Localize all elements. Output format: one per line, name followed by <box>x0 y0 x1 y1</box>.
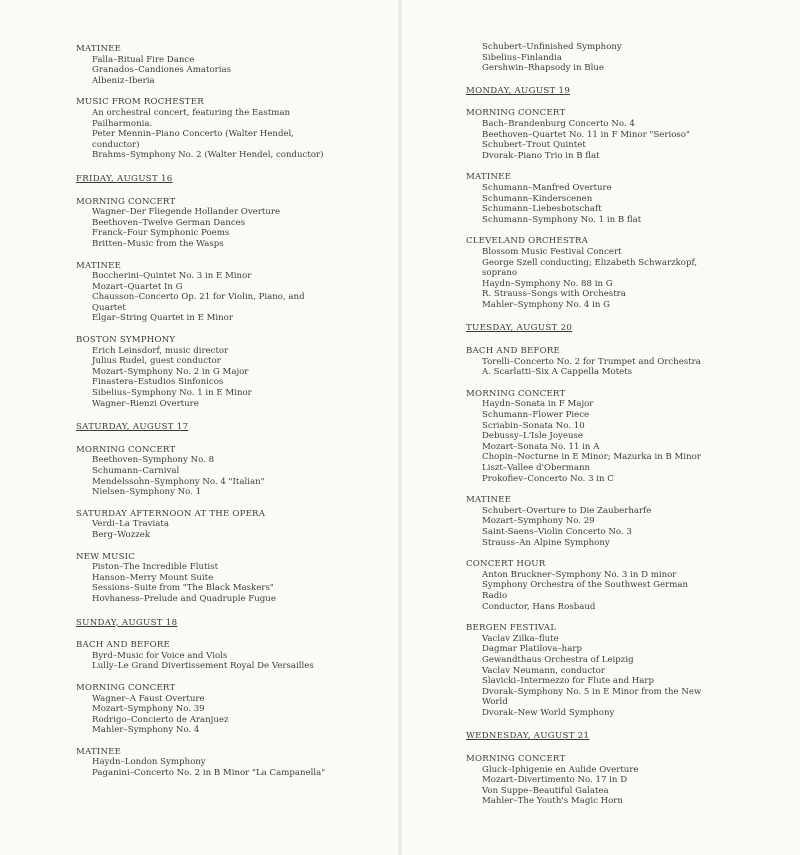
section-heading: MORNING CONCERT <box>466 388 566 399</box>
program-item: Mozart–Quartet In G <box>92 281 183 292</box>
program-section <box>466 559 712 612</box>
program-item: Anton Bruckner–Symphony No. 3 in D minor <box>482 569 677 580</box>
program-item: Gluck–Iphigenie en Aulide Overture <box>482 764 639 775</box>
program-item: Beethoven–Quartet No. 11 in F Minor "Serioso" <box>482 129 690 140</box>
program-section <box>76 552 326 605</box>
program-item: Bach–Brandenburg Concerto No. 4 <box>482 118 635 129</box>
program-item: Mahler–The Youth's Magic Horn <box>482 796 623 807</box>
program-item: Dagmar Platilova–harp <box>482 644 582 655</box>
section-heading: MORNING CONCERT <box>76 682 176 693</box>
program-item: Boccherini–Quintet No. 3 in E Minor <box>92 271 252 282</box>
program-item: Haydn–Sonata in F Major <box>482 399 594 410</box>
program-item: Lully–Le Grand Divertissement Royal De Versailles <box>92 661 314 672</box>
section-heading: SATURDAY AFTERNOON AT THE OPERA <box>76 508 266 519</box>
program-item: R. Strauss–Songs with Orchestra <box>482 289 626 300</box>
program-section <box>76 261 326 325</box>
program-item: Verdi–La Traviata <box>92 519 169 530</box>
program-item: An orchestral concert, featuring the Eastman Pailharmonia. <box>92 107 291 129</box>
day-heading-sunday-august-18: SUNDAY, AUGUST 18 <box>76 617 178 628</box>
program-item: Vaclav Neumann, conductor <box>482 665 605 676</box>
day-heading-saturday-august-17: SATURDAY, AUGUST 17 <box>76 422 189 433</box>
day-heading-monday-august-19: MONDAY, AUGUST 19 <box>466 85 571 96</box>
section-heading: CLEVELAND ORCHESTRA <box>466 236 589 247</box>
section-heading: MUSIC FROM ROCHESTER <box>76 97 204 108</box>
program-section <box>76 44 326 86</box>
program-item: Albeniz–Iberia <box>92 75 155 86</box>
program-item: Schumann–Carnival <box>92 466 180 476</box>
program-item: Mahler–Symphony No. 4 in G <box>482 299 611 310</box>
day-heading-tuesday-august-20: TUESDAY, AUGUST 20 <box>466 323 573 334</box>
program-section <box>76 509 326 541</box>
program-item: Schubert–Overture to Die Zauberharfe <box>482 505 652 516</box>
program-item: Debussy–L'Isle Joyeuse <box>482 431 584 442</box>
left-column <box>76 44 326 790</box>
program-section <box>466 495 712 548</box>
program-item: Peter Mennin–Piano Concerto (Walter Hendel, conductor) <box>92 129 295 150</box>
program-item: Beethoven–Twelve German Dances <box>92 217 246 228</box>
section-heading: NEW MUSIC <box>76 551 136 562</box>
program-section <box>466 389 712 484</box>
program-item: Conductor, Hans Rosbaud <box>482 601 596 612</box>
program-item: Scriabin–Sonata No. 10 <box>482 420 585 431</box>
program-item: Beethoven–Symphony No. 8 <box>92 455 215 466</box>
program-item: Berg–Wozzek <box>92 529 151 540</box>
program-item: Gewandthaus Orchestra of Leipzig <box>482 654 634 665</box>
section-heading: CONCERT HOUR <box>466 559 546 570</box>
program-item: Schubert–Unfinished Symphony <box>482 42 622 52</box>
program-item: Wagner–Rienzi Overture <box>92 398 199 409</box>
program-item: Julius Rudel, guest conductor <box>92 356 221 367</box>
program-section <box>466 108 712 161</box>
section-heading: MATINEE <box>466 495 512 506</box>
section-heading: MORNING CONCERT <box>466 754 566 765</box>
program-item: Chausson–Concerto Op. 21 for Violin, Piano, and Quartet <box>92 292 305 313</box>
program-item: Schubert–Trout Quintet <box>482 140 586 151</box>
section-heading: BERGEN FESTIVAL <box>466 623 557 634</box>
section-heading: MATINEE <box>466 172 512 183</box>
section-heading: MORNING CONCERT <box>466 108 566 119</box>
program-item: Granados–Candiones Amatorias <box>92 65 232 76</box>
program-item: Mozart–Symphony No. 39 <box>92 704 205 715</box>
program-item: Franck–Four Symphonic Poems <box>92 228 230 239</box>
program-item: Schumann–Liebesbotschaft <box>482 204 602 215</box>
section-heading: MORNING CONCERT <box>76 444 176 455</box>
program-section <box>466 754 712 807</box>
program-item: Mozart–Symphony No. 2 in G Major <box>92 366 249 377</box>
program-item: Britten–Music from the Wasps <box>92 238 224 249</box>
program-item: Wagner–Der Fliegende Hollander Overture <box>92 207 281 218</box>
section-heading: MORNING CONCERT <box>76 196 176 207</box>
program-item: Brahms–Symphony No. 2 (Walter Hendel, conductor) <box>92 150 324 161</box>
program-item: Schumann–Manfred Overture <box>482 182 612 193</box>
program-item: Saint-Saens–Violin Concerto No. 3 <box>482 526 632 537</box>
program-item: Dvorak–New World Symphony <box>482 707 615 718</box>
program-item: Finastera–Estudios Sinfonicos <box>92 377 224 388</box>
program-section <box>466 172 712 225</box>
program-item: A. Scarlatti–Six A Cappella Motets <box>482 367 633 378</box>
program-item: Prokofiev–Concerto No. 3 in C <box>482 473 614 484</box>
program-item: Symphony Orchestra of the Southwest German Radio <box>482 580 689 601</box>
program-item: Slavicki–Intermezzo for Flute and Harp <box>482 676 655 687</box>
program-item: Mahler–Symphony No. 4 <box>92 725 200 736</box>
program-item: Sibelius–Symphony No. 1 in E Minor <box>92 388 252 399</box>
program-item: Dvorak–Piano Trio in B flat <box>482 150 600 161</box>
program-section <box>466 346 712 378</box>
program-item: Rodrigo–Concierto de Aranjuez <box>92 714 229 725</box>
program-item: Erich Leinsdorf, music director <box>92 345 229 356</box>
program-section <box>76 97 326 161</box>
program-item: Liszt–Vallee d'Obermann <box>482 463 591 473</box>
program-item: Torelli–Concerto No. 2 for Trumpet and Orchestra <box>482 356 701 367</box>
program-item: Schumann–Symphony No. 1 in B flat <box>482 214 642 225</box>
program-item: Piston–The Incredible Flutist <box>92 562 219 573</box>
program-item: Paganini–Concerto No. 2 in B Minor "La Campanella" <box>92 768 326 779</box>
program-continuation <box>466 42 712 74</box>
program-item: Blossom Music Festival Concert <box>482 246 622 257</box>
program-item: George Szell conducting; Elizabeth Schwarzkopf, soprano <box>482 257 698 279</box>
section-heading: BOSTON SYMPHONY <box>76 335 176 346</box>
program-item: Mozart–Divertimento No. 17 in D <box>482 775 628 786</box>
program-section <box>76 640 326 672</box>
program-section <box>76 335 326 409</box>
program-item: Wagner–A Faust Overture <box>92 693 205 704</box>
program-item: Hanson–Merry Mount Suite <box>92 572 214 583</box>
program-item: Mozart–Symphony No. 29 <box>482 516 595 527</box>
program-item: Nielsen–Symphony No. 1 <box>92 487 202 498</box>
program-item: Gershwin–Rhapsody in Blue <box>482 63 604 74</box>
program-section <box>76 445 326 498</box>
program-item: Byrd–Music for Voice and Viols <box>92 650 228 661</box>
section-heading: MATINEE <box>76 44 122 54</box>
program-item: Dvorak–Symphony No. 5 in E Minor from the New World <box>482 686 702 708</box>
program-section <box>76 747 326 779</box>
section-heading: MATINEE <box>76 746 122 757</box>
program-item: Strauss–An Alpine Symphony <box>482 537 610 548</box>
day-heading-friday-august-16: FRIDAY, AUGUST 16 <box>76 173 173 184</box>
program-section <box>466 623 712 718</box>
program-section <box>76 197 326 250</box>
program-item: Schumann–Flower Piece <box>482 410 590 421</box>
right-page <box>400 0 800 855</box>
program-item: Falla–Ritual Fire Dance <box>92 54 195 65</box>
section-heading: BACH AND BEFORE <box>466 346 561 357</box>
program-item: Elgar–String Quartet in E Minor <box>92 313 233 324</box>
program-item: Schumann–Kinderscenen <box>482 193 593 204</box>
program-item: Sibelius–Finlandia <box>482 52 562 63</box>
program-item: Vaclav Zilka–flute <box>482 633 559 644</box>
right-column <box>466 42 712 818</box>
program-item: Haydn–Symphony No. 88 in G <box>482 278 613 289</box>
program-item: Haydn–London Symphony <box>92 757 206 768</box>
program-item: Von Suppe–Beautiful Galatea <box>482 785 609 796</box>
section-heading: BACH AND BEFORE <box>76 640 171 651</box>
program-item: Mendelssohn–Symphony No. 4 "Italian" <box>92 476 265 487</box>
program-item: Sessions–Suite from "The Black Maskers" <box>92 583 274 594</box>
program-item: Chopin–Nocturne in E Minor; Mazurka in B Minor <box>482 452 701 463</box>
section-heading: MATINEE <box>76 260 122 271</box>
program-section <box>466 236 712 310</box>
program-section <box>76 683 326 736</box>
program-item: Hovhaness–Prelude and Quadruple Fugue <box>92 593 276 604</box>
day-heading-wednesday-august-21: WEDNESDAY, AUGUST 21 <box>466 731 590 742</box>
program-item: Mozart–Sonata No. 11 in A <box>482 441 600 452</box>
